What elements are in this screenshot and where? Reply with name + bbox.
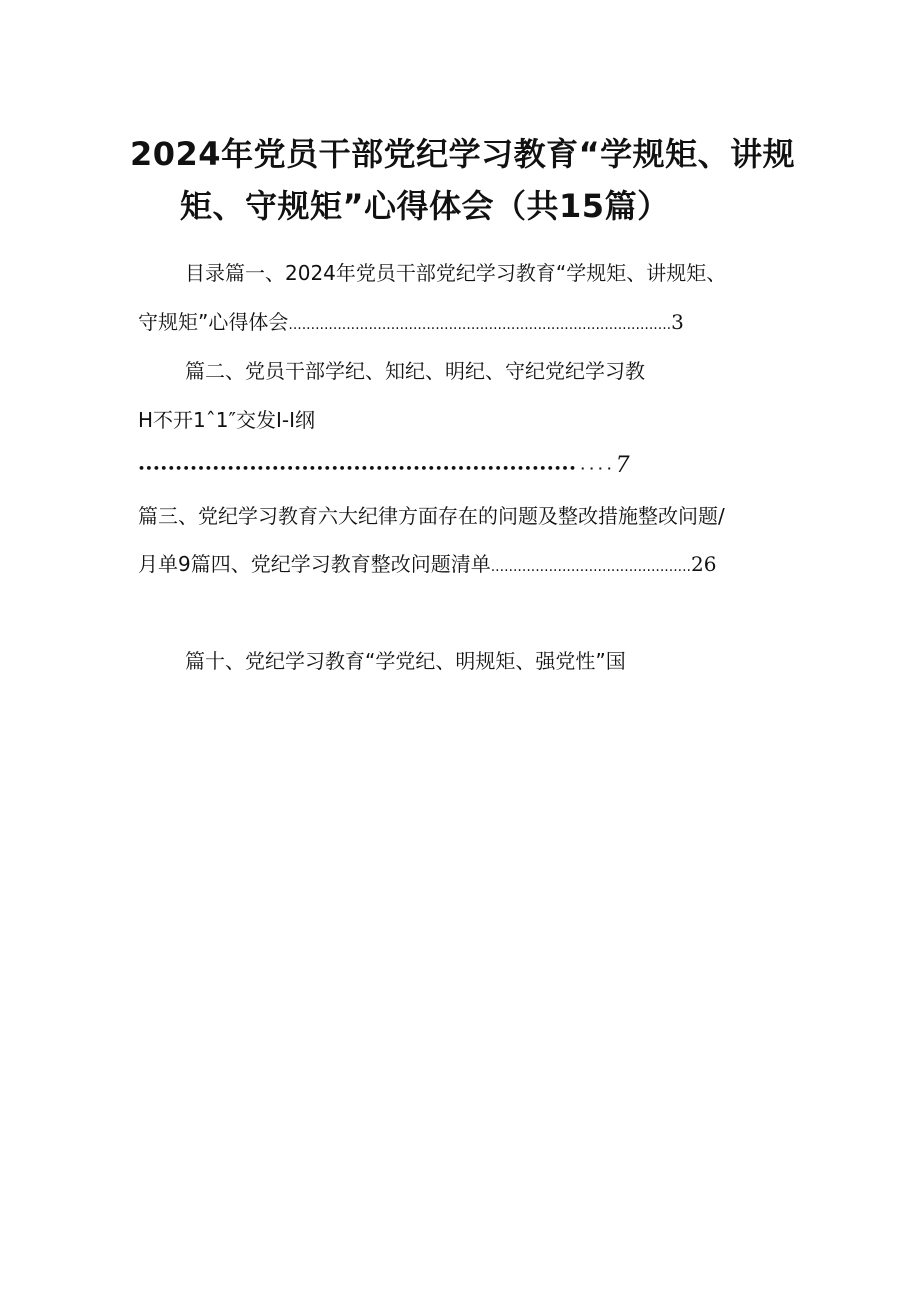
toc-entry-2-line-1[interactable] [185,357,645,385]
title-line-1: 2024年党员干部党纪学习教育“学规矩、讲规 [130,135,796,173]
toc-entry-1-line-1[interactable] [185,259,726,287]
toc-entry-10-text: 篇十、党纪学习教育“学党纪、明规矩、强党性”国 [185,649,626,673]
toc-entry-10-line[interactable] [185,647,626,675]
toc-page-number: 3 [671,310,684,334]
title-line-2: 矩、守规矩”心得体会（共15篇） [180,187,670,225]
toc-entry-3-line-1[interactable] [138,502,725,530]
toc-page-number: 26 [691,552,717,576]
toc-entry-2-leader-row[interactable] [138,451,630,483]
toc-leader-dots: ...................................................................................... [288,317,672,333]
toc-entry-1-line-2[interactable] [138,308,684,339]
toc-leader-dots: ••••••••••••••••••••••••••••••••••••••••••••••••••••••••••• · · · · [138,462,612,475]
toc-entry-1-text: 目录篇一、2024年党员干部党纪学习教育“学规矩、讲规矩、 [185,261,727,285]
toc-entry-4-text: 月单9篇四、党纪学习教育整改问题清单 [138,552,491,576]
toc-leader-dots: ............................................. [490,559,691,575]
toc-entry-3-text: 篇三、党纪学习教育六大纪律方面存在的问题及整改措施整改问题/ [138,504,725,528]
toc-page-number: 7 [615,453,631,478]
toc-entry-1-text-cont: 守规矩”心得体会 [138,310,289,334]
toc-entry-2-line-2[interactable] [138,406,315,434]
toc-entry-2-text-cont: H不开1ˆ1″交发I-I纲 [138,408,315,432]
toc-entry-4-line[interactable] [138,550,716,581]
toc-entry-2-text: 篇二、党员干部学纪、知纪、明纪、守纪党纪学习教 [185,359,645,383]
